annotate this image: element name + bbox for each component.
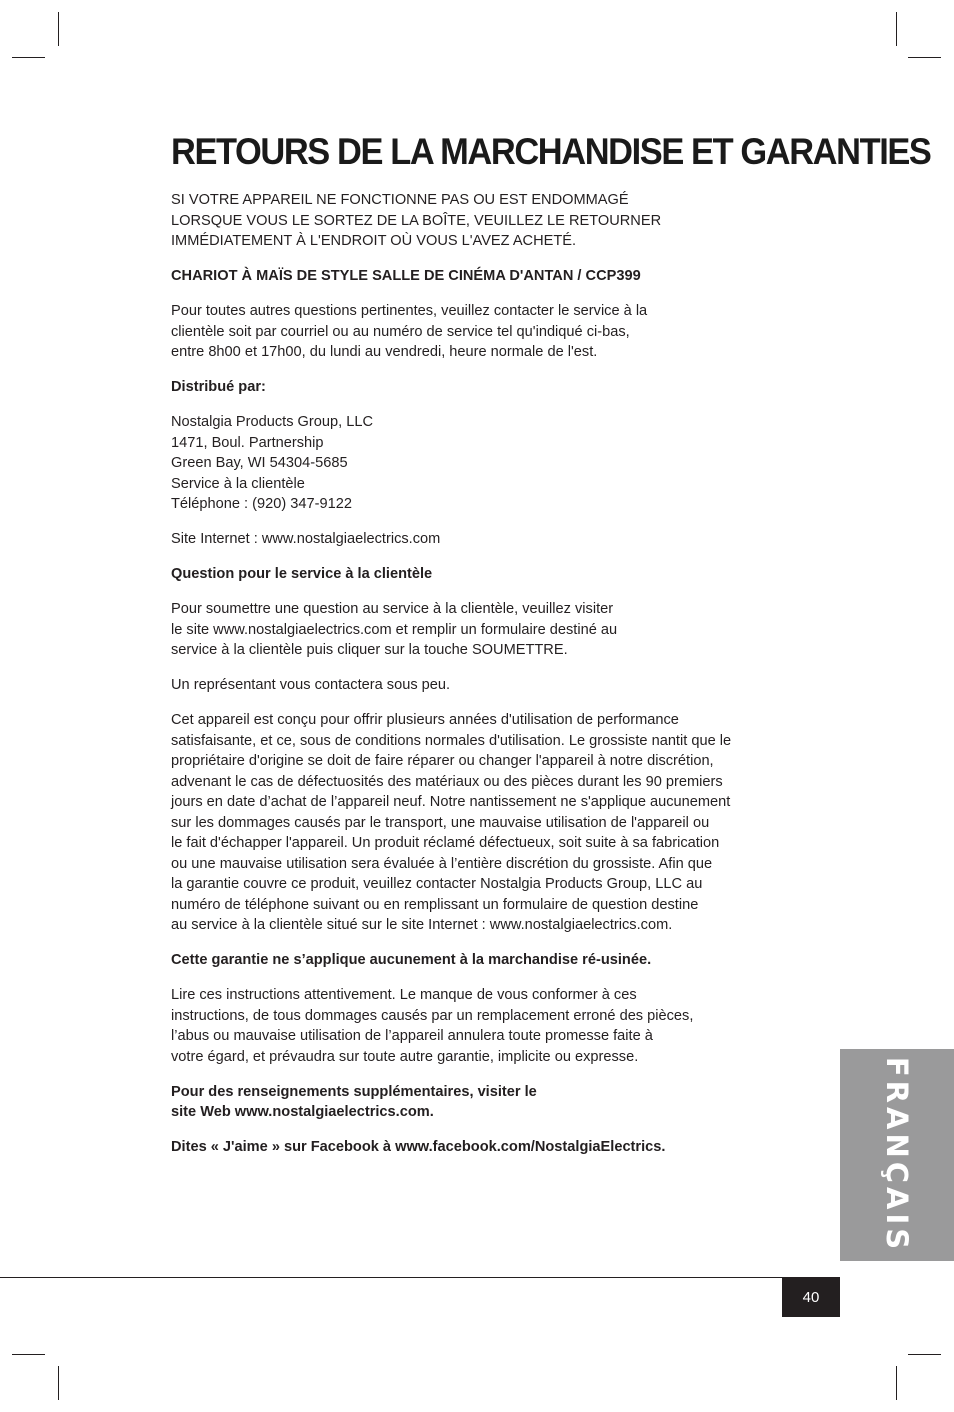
- paragraph-more-info: Pour des renseignements supplémentaires, visiter le site Web www.nostalgiaelectrics.com.: [171, 1083, 537, 1120]
- crop-mark: [896, 1366, 897, 1400]
- language-tab: [840, 1049, 954, 1261]
- paragraph-refurbished: Cette garantie ne s’applique aucunement à la marchandise ré-usinée.: [171, 952, 652, 968]
- paragraph-list: [171, 190, 811, 1158]
- paragraph-product: CHARIOT À MAÏS DE STYLE SALLE DE CINÉMA D'ANTAN / CCP399: [171, 268, 641, 284]
- paragraph-warranty: Cet appareil est conçu pour offrir plusieurs années d'utilisation de performance satisfaisante, et ce, sous de conditions normales d'utilisation. Le grossiste nantit que le propriétaire d'origine se doit de faire réparer ou changer l'appareil à notre discrétion, advenant le cas de défectuosités des matériaux ou des pièces durant les 90 premiers jours en date d’achat de l’appareil neuf. Notre nantissement ne s'applique aucunement sur les dommages causés par le transport, une mauvaise utilisation de l'appareil ou le fait d'échapper l'appareil. Un produit réclamé défectueux, soit suite à sa fabrication ou une mauvaise utilisation sera évaluée à l’entière discrétion du grossiste. Afin que la garantie couvre ce produit, veuillez contacter Nostalgia Products Group, LLC au numéro de téléphone suivant ou en remplissant un formulaire de question destine au service à la clientèle situé sur le site Internet : www.nostalgiaelectrics.com.: [171, 712, 732, 933]
- paragraph-distributed-by: Distribué par:: [171, 379, 266, 395]
- paragraph-website: Site Internet : www.nostalgiaelectrics.com: [171, 531, 441, 547]
- paragraph-question-heading: Question pour le service à la clientèle: [171, 566, 433, 582]
- paragraph-question-text: Pour soumettre une question au service à la clientèle, veuillez visiter le site www.nostalgiaelectrics.com et remplir un formulaire destiné au service à la clientèle puis cliquer sur la touche SOUMETTRE.: [171, 601, 618, 658]
- paragraph-address: Nostalgia Products Group, LLC 1471, Boul. Partnership Green Bay, WI 54304-5685 Service à la clientèle Téléphone : (920) 347-9122: [171, 414, 373, 512]
- paragraph-intro: SI VOTRE APPAREIL NE FONCTIONNE PAS OU EST ENDOMMAGÉ LORSQUE VOUS LE SORTEZ DE LA BOÎTE, VEUILLEZ LE RETOURNER IMMÉDIATEMENT À L'ENDROIT OÙ VOUS L'AVEZ ACHETÉ.: [171, 192, 662, 249]
- crop-mark: [58, 1366, 59, 1400]
- page-number: 40: [782, 1278, 840, 1317]
- paragraph-contact-info: Pour toutes autres questions pertinentes, veuillez contacter le service à la clientèle soit par courriel ou au numéro de service tel qu'indiqué ci-bas, entre 8h00 et 17h00, du lundi au vendredi, heure normale de l'est.: [171, 303, 648, 360]
- paragraph-facebook: Dites « J'aime » sur Facebook à www.facebook.com/NostalgiaElectrics.: [171, 1139, 666, 1155]
- paragraph-instructions: Lire ces instructions attentivement. Le manque de vous conformer à ces instructions, de tous dommages causés par un remplacement erroné des pièces, l’abus ou mauvaise utilisation de l’appareil annulera toute promesse faite à votre égard, et prévaudra sur toute autre garantie, implicite ou expresse.: [171, 987, 694, 1065]
- footer-rule: [0, 1277, 840, 1278]
- crop-mark: [908, 1354, 941, 1355]
- page-title: RETOURS DE LA MARCHANDISE ET GARANTIES: [171, 131, 931, 172]
- crop-mark: [58, 12, 59, 46]
- crop-mark: [908, 57, 941, 58]
- language-tab-label: FRANÇAIS: [880, 1056, 914, 1254]
- crop-mark: [12, 1354, 45, 1355]
- crop-mark: [896, 12, 897, 46]
- crop-mark: [12, 57, 45, 58]
- paragraph-representative: Un représentant vous contactera sous peu.: [171, 677, 451, 693]
